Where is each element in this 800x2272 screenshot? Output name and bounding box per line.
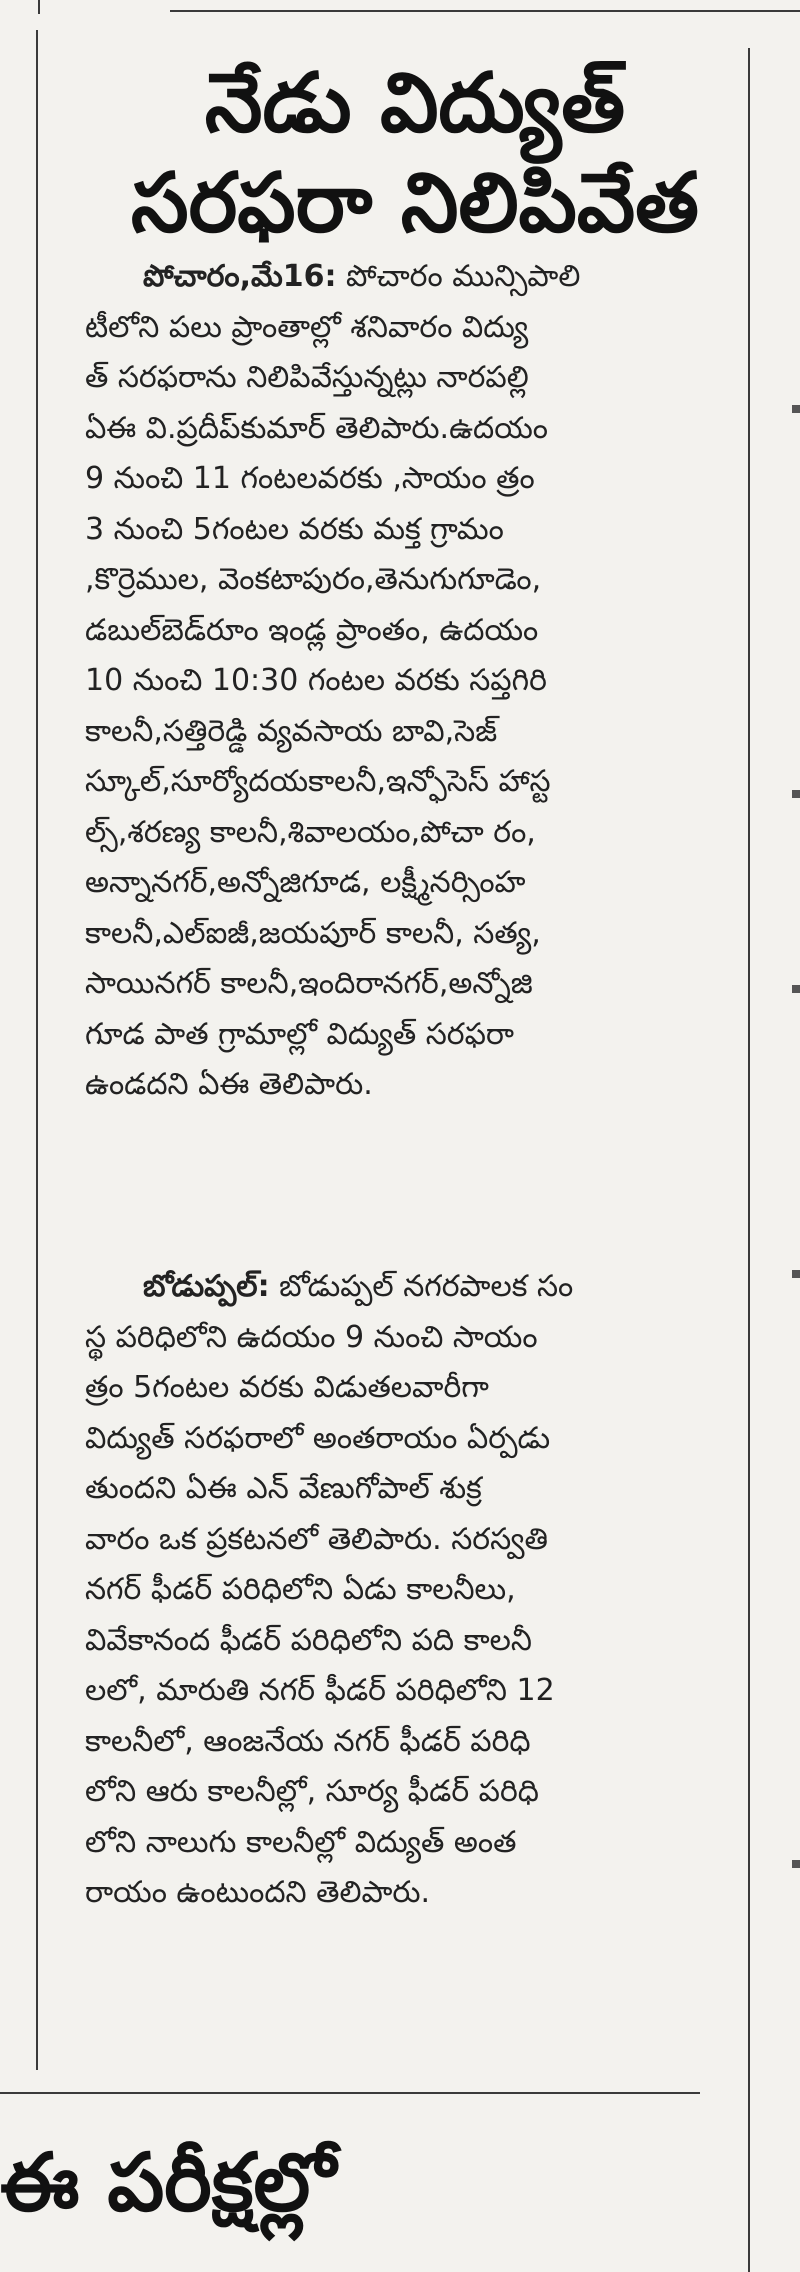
paragraph-line: బోడుప్పల్: బోడుప్పల్ నగరపాలక సం <box>143 1269 574 1304</box>
paragraph-line: లలో, మారుతి నగర్ ఫీడర్ పరిధిలోని 12 <box>85 1673 555 1708</box>
paragraph-line: గూడ పాత గ్రామాల్లో విద్యుత్ సరఫరా <box>85 1016 515 1052</box>
paragraph-line: నగర్ ఫీడర్ పరిధిలోని ఏడు కాలనీలు, <box>85 1572 516 1607</box>
top-left-border <box>38 0 40 14</box>
next-article-headline: ఈ పరీక్షల్లో <box>0 2136 336 2229</box>
paragraph-line: ,కొర్రెముల, వెంకటాపురం,తెనుగుగూడెం, <box>85 562 542 597</box>
paragraph-line: వివేకానంద ఫీడర్ పరిధిలోని పది కాలనీ <box>85 1622 532 1658</box>
paragraph-line: త్రం 5గంటల వరకు విడుతలవారీగా <box>85 1370 489 1405</box>
paragraph-line: లోని నాలుగు కాలనీల్లో విద్యుత్ అంత <box>85 1824 517 1860</box>
paragraph-line: తుందని ఏఈ ఎన్ వేణుగోపాల్ శుక్ర <box>85 1471 482 1506</box>
dateline-pocharam: పోచారం,మే16: <box>143 259 337 294</box>
edge-mark <box>792 1860 800 1868</box>
edge-mark <box>792 405 800 413</box>
paragraph-line: టీలోని పలు ప్రాంతాల్లో శనివారం విద్యు <box>85 309 529 345</box>
paragraph-line: కాలనీ,ఎల్ఐజీ,జయపూర్ కాలనీ, సత్య, <box>85 915 541 951</box>
paragraph-line: అన్నానగర్,అన్నోజిగూడ, లక్ష్మీనర్సింహ <box>85 865 526 900</box>
bottom-rule <box>0 2092 700 2094</box>
paragraph-line: 3 నుంచి 5గంటల వరకు మక్త గ్రామం <box>85 511 504 547</box>
paragraph-line: ఏఈ వి.ప్రదీప్‌కుమార్ తెలిపారు.ఉదయం <box>85 410 549 446</box>
paragraph-line: స్థ పరిధిలోని ఉదయం 9 నుంచి సాయం <box>85 1319 538 1355</box>
paragraph-line: ల్స్,శరణ్య కాలనీ,శివాలయం,పోచా రం, <box>85 814 536 850</box>
paragraph-line: 9 నుంచి 11 గంటలవరకు ,సాయం త్రం <box>85 461 535 496</box>
right-column-rule <box>748 48 750 2272</box>
paragraph-line: విద్యుత్ సరఫరాలో అంతరాయం ఏర్పడు <box>85 1420 551 1456</box>
edge-mark <box>792 985 800 993</box>
left-column-rule <box>36 30 38 2070</box>
paragraph-line: స్కూల్,సూర్యోదయకాలనీ,ఇన్ఫోసెస్ హాస్ట <box>85 764 551 799</box>
edge-mark <box>792 790 800 798</box>
headline-line-1: నేడు విద్యుత్ <box>204 56 626 151</box>
article-paragraph-2 <box>85 1262 710 1919</box>
paragraph-line: 10 నుంచి 10:30 గంటల వరకు సప్తగిరి <box>85 663 547 698</box>
paragraph-line: ఉండదని ఏఈ తెలిపారు. <box>85 1067 373 1102</box>
dateline-boduppal: బోడుప్పల్: <box>143 1269 270 1304</box>
paragraph-line: పోచారం,మే16: పోచారం మున్సిపాలి <box>143 259 581 294</box>
edge-mark <box>792 1270 800 1278</box>
article-paragraph-1 <box>85 252 710 1111</box>
paragraph-line: సాయినగర్ కాలనీ,ఇందిరానగర్,అన్నోజి <box>85 966 533 1001</box>
paragraph-line: లోని ఆరు కాలనీల్లో, సూర్య ఫీడర్ పరిధి <box>85 1774 539 1809</box>
paragraph-line: కాలనీ,సత్తిరెడ్డి వ్యవసాయ బావి,సెజ్ <box>85 713 498 749</box>
paragraph-line: కాలనీలో, ఆంజనేయ నగర్ ఫీడర్ పరిధి <box>85 1723 531 1759</box>
top-rule <box>170 10 800 12</box>
paragraph-line: రాయం ఉంటుందని తెలిపారు. <box>85 1875 431 1910</box>
paragraph-line: త్ సరఫరాను నిలిపివేస్తున్నట్లు నారపల్లి <box>85 360 529 395</box>
paragraph-line: వారం ఒక ప్రకటనలో తెలిపారు. సరస్వతి <box>85 1521 549 1557</box>
paragraph-line: డబుల్‌బెడ్‌రూం ఇండ్ల ప్రాంతం, ఉదయం <box>85 612 539 648</box>
headline-line-2: సరఫరా నిలిపివేత <box>131 156 699 251</box>
